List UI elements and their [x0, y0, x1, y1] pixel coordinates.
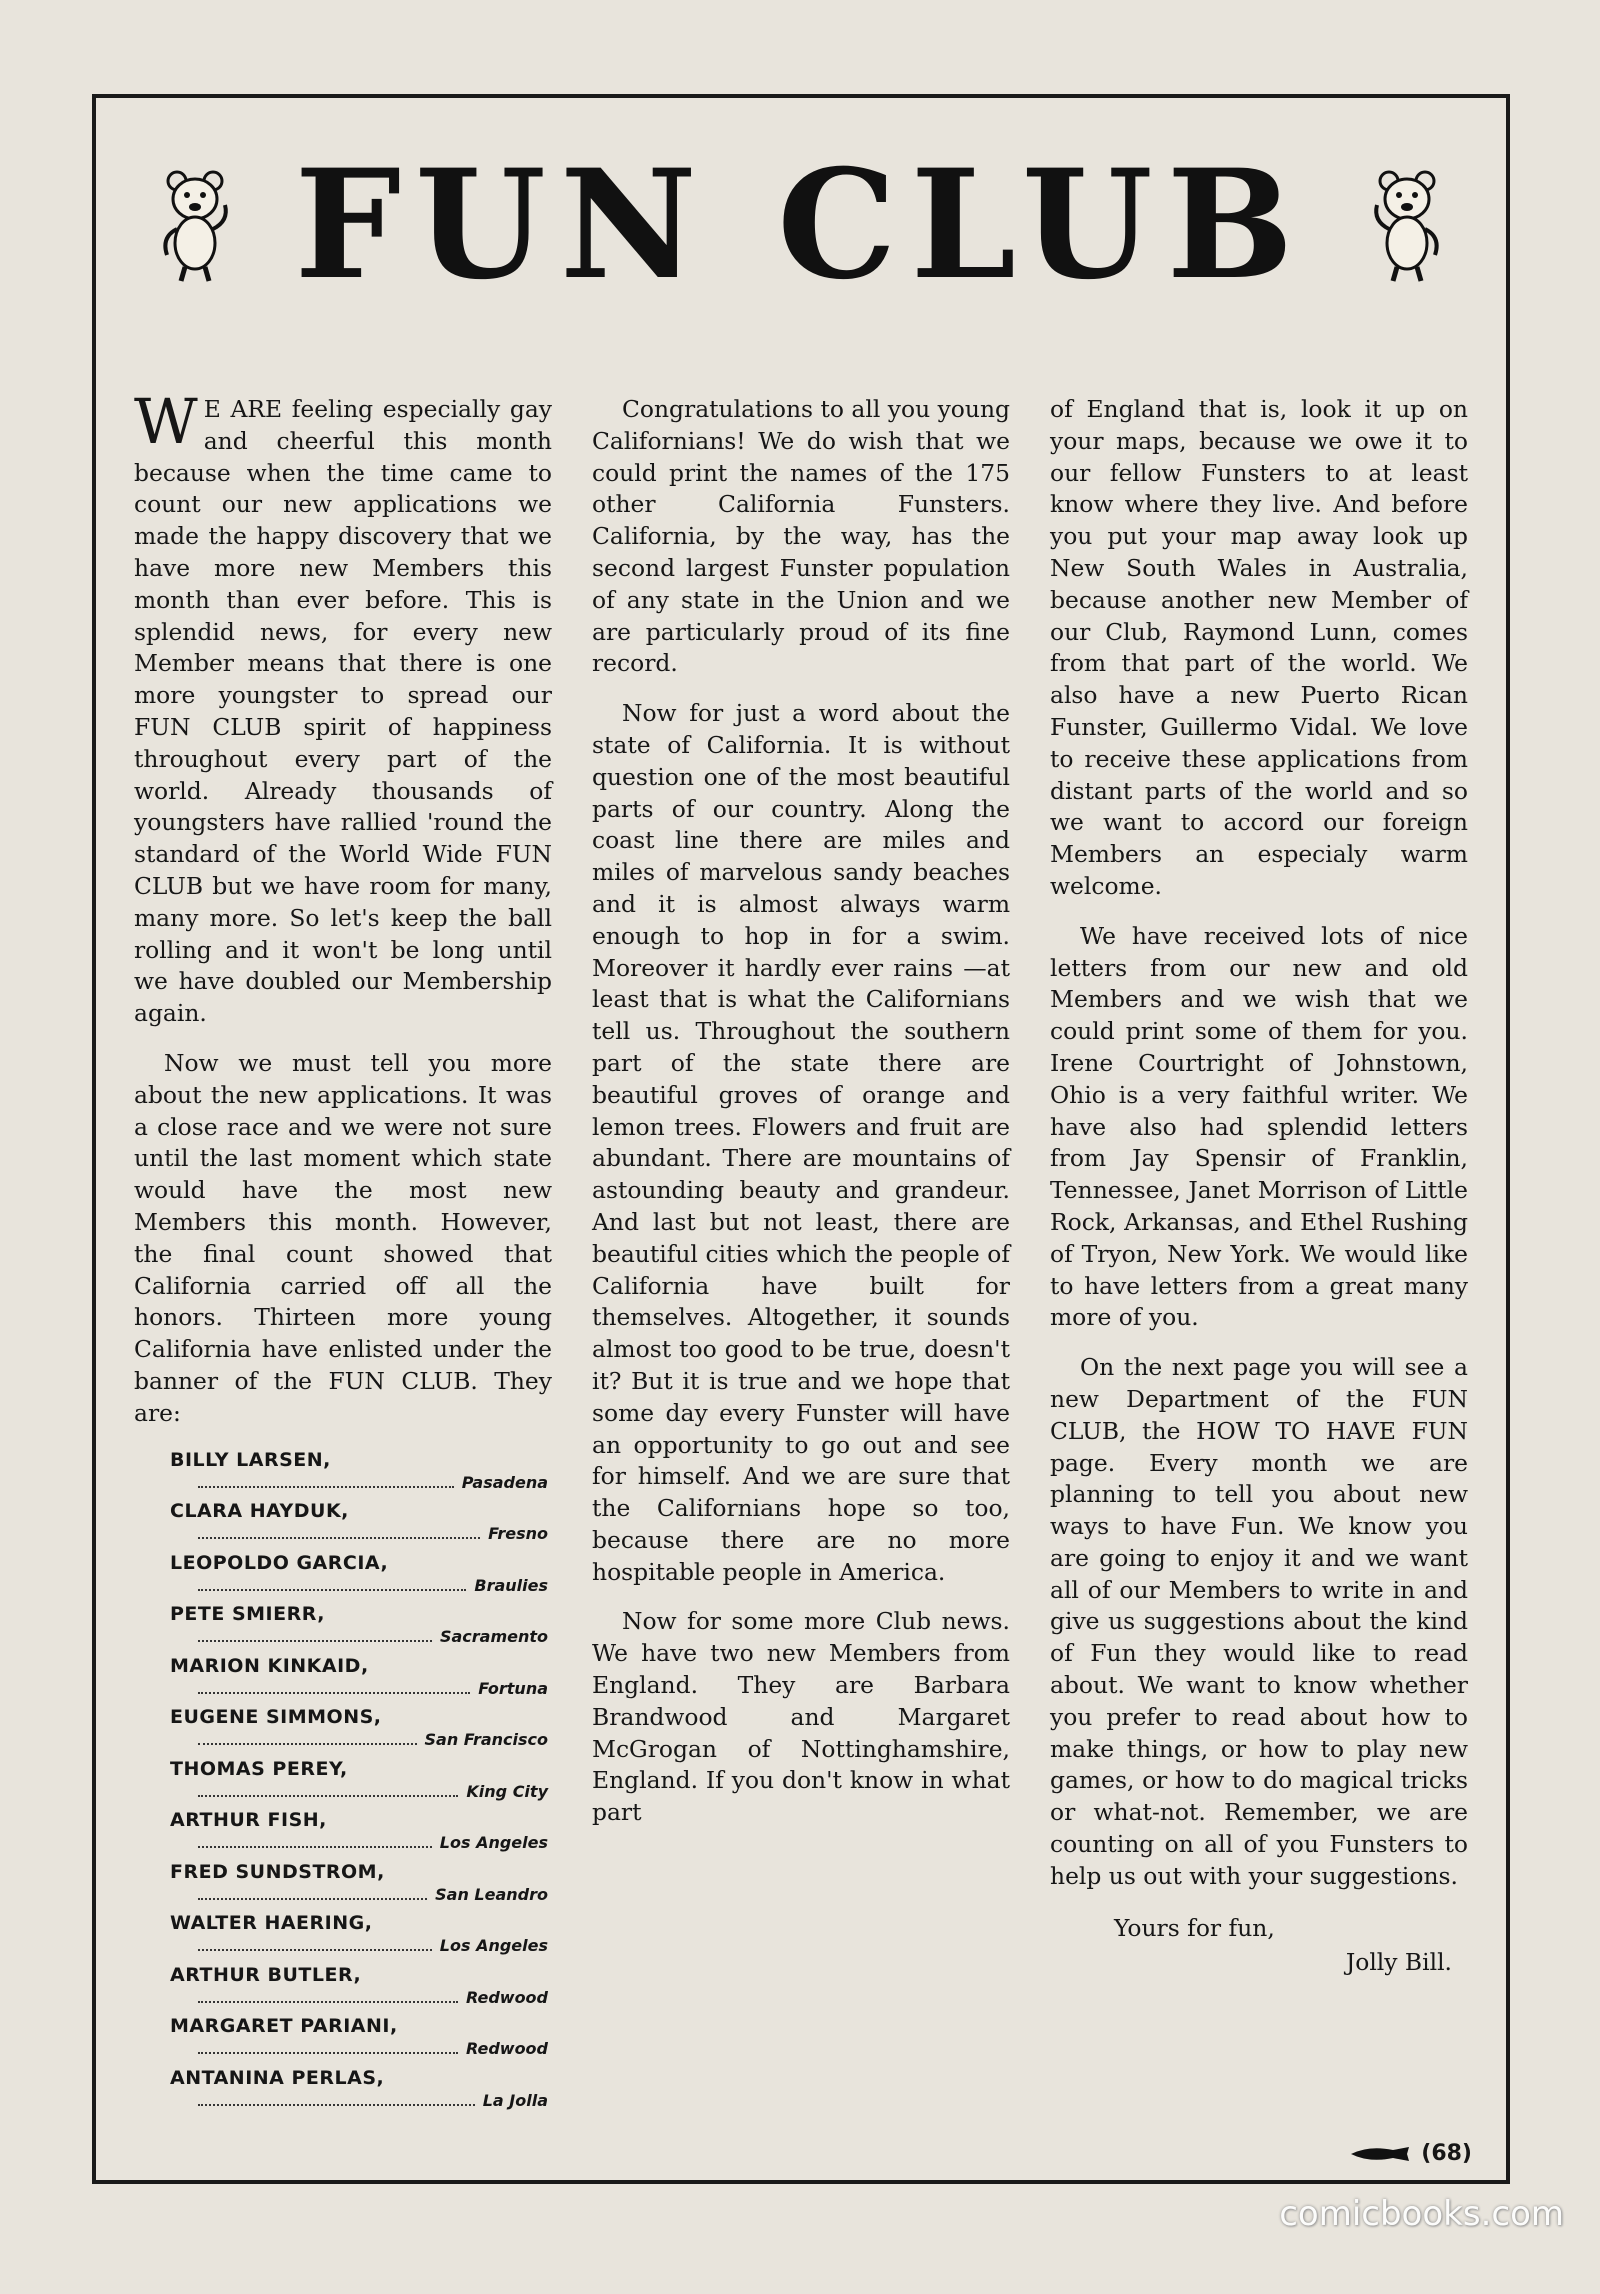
- member-city-row: [170, 1729, 552, 1751]
- member-city: Pasadena: [461, 1472, 548, 1492]
- member-city: Redwood: [465, 2039, 548, 2058]
- member-city-row: [170, 1472, 552, 1494]
- paragraph-intro-text: E ARE feeling especially gay and cheerful this month because when the time came to count our new applications we made the happy discovery that we have more new Members this month than ever before. This is splendid news, for every new Member means that there is one more youngster to spread our FUN CLUB spirit of happiness throughout every part of the world. Already thousands of youngsters have rallied 'round the standard of the World Wide FUN CLUB but we have room for many, many more. So let's keep the ball rolling and it won't be long until we have doubled our Membership again.: [134, 395, 552, 1028]
- list-item: [170, 1551, 552, 1603]
- paragraph-intro: [134, 385, 552, 1030]
- member-name: PETE SMIERR,: [170, 1603, 325, 1625]
- member-city-row: [170, 1575, 552, 1597]
- signature: Jolly Bill.: [1345, 1947, 1452, 1976]
- member-city: Fresno: [488, 1524, 548, 1543]
- leader-dots: [198, 2104, 475, 2106]
- list-item: [170, 1911, 552, 1963]
- fish-ornament-icon: [1349, 2145, 1415, 2163]
- member-name: WALTER HAERING,: [170, 1912, 373, 1934]
- member-name: ANTANINA PERLAS,: [170, 2066, 385, 2089]
- leader-dots: [198, 1486, 454, 1488]
- watermark: comicbooks.com: [1279, 2194, 1564, 2234]
- leader-dots: [198, 1692, 470, 1694]
- member-city-row: [170, 1987, 552, 2009]
- page-number-block: [1349, 2141, 1472, 2166]
- member-city-row: [170, 1884, 552, 1906]
- paragraph-congratulations: Congratulations to all you young Californians! We do wish that we could print the names of the 175 other California Funsters. California, by the way, has the second largest Funster population of any state in the Union and we are particularly proud of its fine record.: [592, 395, 1010, 678]
- list-item: [170, 2014, 552, 2066]
- member-city: Sacramento: [439, 1627, 548, 1646]
- paragraph-england: of England that is, look it up on your maps, because we owe it to our fellow Funsters to at least know where they live. And before you put your map away look up New South Wales in Australia, because another new Member of our Club, Raymond Lunn, comes from that part of the world. We also have a new Puerto Rican Funster, Guillermo Vidal. We love to receive these applications from distant parts of the world and so we want to accord our foreign Members an especialy warm welcome.: [1050, 395, 1468, 900]
- list-item: [170, 1499, 552, 1551]
- member-name: EUGENE SIMMONS,: [170, 1706, 382, 1728]
- drop-cap: W: [134, 385, 198, 458]
- member-name: ARTHUR FISH,: [170, 1809, 327, 1831]
- list-item: [170, 1448, 552, 1500]
- bear-mascot-right-icon: [1367, 165, 1447, 285]
- page-title: FUN CLUB: [294, 137, 1308, 313]
- leader-dots: [198, 2001, 458, 2003]
- member-name: ARTHUR BUTLER,: [170, 1963, 362, 1986]
- paragraph-club-news: Now for some more Club news. We have two new Members from England. They are Barbara Brandwood and Margaret McGrogan of Nottinghamshire, England. If you don't know in what part: [592, 1607, 1010, 1827]
- leader-dots: [198, 1795, 458, 1797]
- member-name: CLARA HAYDUK,: [170, 1500, 349, 1522]
- member-city-row: [170, 1626, 552, 1648]
- member-city: King City: [466, 1781, 548, 1801]
- paragraph-california: Now for just a word about the state of California. It is without question one of the most beautiful parts of our country. Along the coast line there are miles and miles of marvelous sandy beaches and it is almost always warm enough to hop in for a swim. Moreover it hardly ever rains —at least that is what the Californians tell us. Throughout the southern part of the state there are beautiful groves of orange and lemon trees. Flowers and fruit are abundant. There are mountains of astounding beauty and grandeur. And last but not least, there are beautiful cities which the people of California have built for themselves. Altogether, it sounds almost too good to be true, doesn't it? But it is true and we hope that some day every Funster will have an opportunity to go out and see for himself. And we are sure that the Californians hope so too, because there are no more hospitable people in America.: [592, 699, 1010, 1586]
- member-city-row: [170, 1523, 552, 1545]
- member-name: BILLY LARSEN,: [170, 1448, 331, 1471]
- member-list: [170, 1448, 552, 2118]
- member-city: Los Angeles: [439, 1833, 548, 1852]
- leader-dots: [198, 1898, 427, 1900]
- paragraph-letters: We have received lots of nice letters from our new and old Members and we wish that we could print some of them for you. Irene Courtright of Johnstown, Ohio is a very faithful writer. We have also had splendid letters from Jay Spensir of Franklin, Tennessee, Janet Morrison of Little Rock, Arkansas, and Ethel Rushing of Tryon, New York. We would like to have letters from a great many more of you.: [1050, 921, 1468, 1332]
- list-item: [170, 1705, 552, 1757]
- member-city: San Leandro: [435, 1884, 548, 1904]
- member-city: La Jolla: [482, 2090, 548, 2110]
- list-item: [170, 1860, 552, 1912]
- member-city: Redwood: [465, 1987, 548, 2007]
- list-item: [170, 1963, 552, 2015]
- member-city-row: [170, 1781, 552, 1803]
- list-item: [170, 2066, 552, 2118]
- member-city: Los Angeles: [439, 1936, 548, 1955]
- page-number: (68): [1421, 2141, 1472, 2166]
- member-name: THOMAS PEREY,: [170, 1757, 348, 1780]
- article-columns: [134, 385, 1468, 2120]
- member-city-row: [170, 1678, 552, 1700]
- paragraph-next-page: On the next page you will see a new Department of the FUN CLUB, the HOW TO HAVE FUN page. Every month we are planning to tell you about new ways to have Fun. We know you are going to enjoy it and we want all of our Members to write in and give us suggestions about the kind of Fun they would like to read about. We want to know whether you prefer to read about how to make things, or how to play new games, or how to do magical tricks or what-not. Remember, we are counting on all of you Funsters to help us out with your suggestions.: [1050, 1353, 1468, 1890]
- header: [96, 137, 1506, 313]
- member-city: San Francisco: [424, 1730, 548, 1749]
- signoff: [1050, 1911, 1468, 1979]
- closing: Yours for fun,: [1114, 1913, 1275, 1942]
- list-item: [170, 1602, 552, 1654]
- member-city-row: [170, 1935, 552, 1957]
- leader-dots: [198, 1589, 466, 1591]
- member-name: MARION KINKAID,: [170, 1654, 369, 1677]
- member-city-row: [170, 1832, 552, 1854]
- member-city: Braulies: [474, 1575, 548, 1595]
- member-city: Fortuna: [478, 1678, 548, 1698]
- leader-dots: [198, 1743, 417, 1745]
- leader-dots: [198, 2052, 458, 2054]
- column-1: [134, 385, 552, 2120]
- member-name: LEOPOLDO GARCIA,: [170, 1551, 389, 1574]
- leader-dots: [198, 1640, 432, 1642]
- bear-mascot-left-icon: [155, 165, 235, 285]
- page-frame: [92, 94, 1510, 2184]
- column-2: [592, 394, 1010, 2120]
- list-item: [170, 1757, 552, 1809]
- leader-dots: [198, 1949, 432, 1951]
- member-name: FRED SUNDSTROM,: [170, 1860, 385, 1883]
- member-name: MARGARET PARIANI,: [170, 2015, 398, 2037]
- leader-dots: [198, 1537, 480, 1539]
- list-item: [170, 1808, 552, 1860]
- paragraph-applications: Now we must tell you more about the new applications. It was a close race and we were not sure until the last moment which state would have the most new Members this month. However, the final count showed that California carried off all the honors. Thirteen more young California have enlisted under the banner of the FUN CLUB. They are:: [134, 1048, 552, 1427]
- leader-dots: [198, 1846, 432, 1848]
- column-3: [1050, 394, 1468, 2120]
- member-city-row: [170, 2038, 552, 2060]
- member-city-row: [170, 2090, 552, 2112]
- list-item: [170, 1654, 552, 1706]
